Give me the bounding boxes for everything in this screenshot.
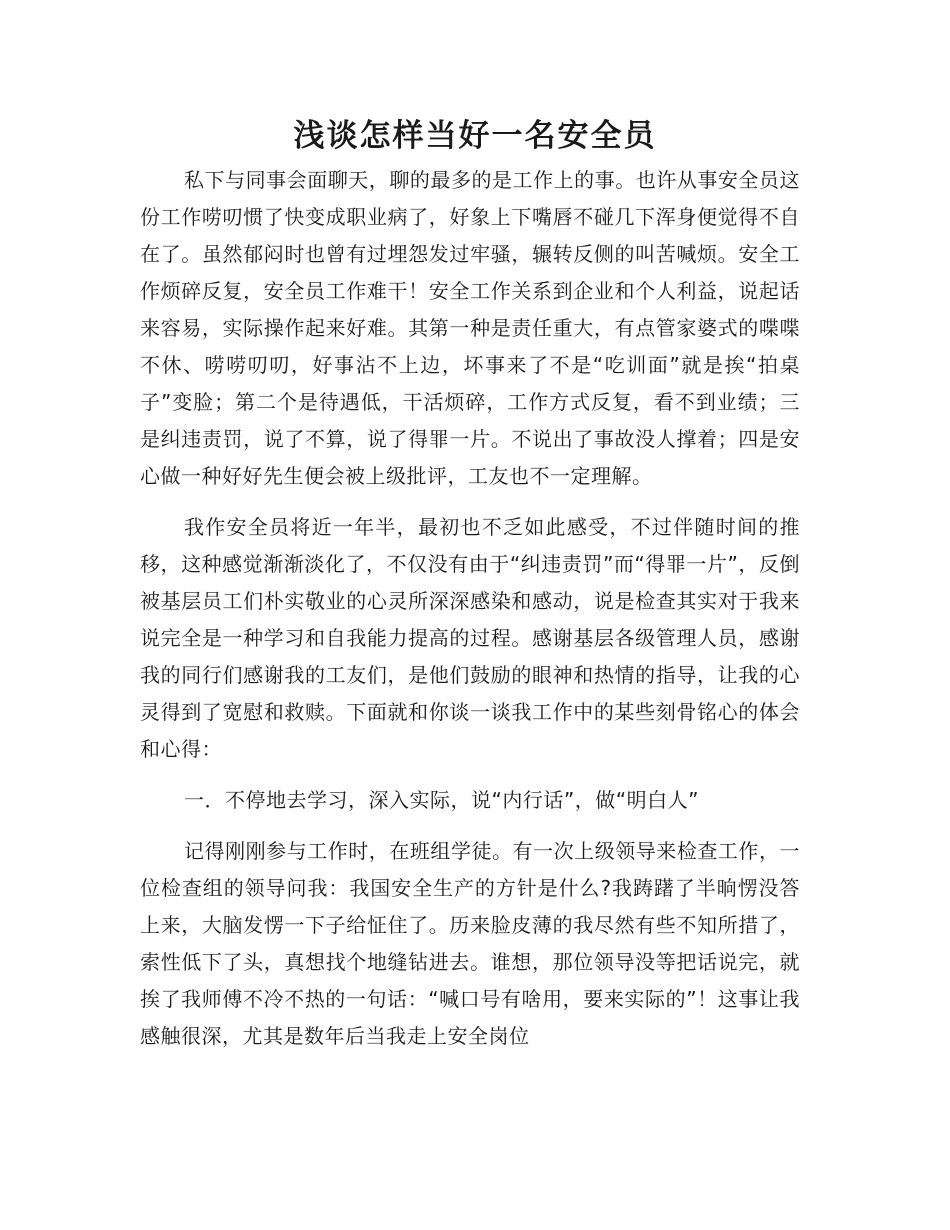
paragraph-1: 私下与同事会面聊天，聊的最多的是工作上的事。也许从事安全员这份工作唠叨惯了快变成职业病了，好象上下嘴唇不碰几下浑身便觉得不自在了。虽然郁闷时也曾有过埋怨发过牢骚，辗转反侧的叫苦喊烦。安全工作烦碎反复，安全员工作难干！安全工作关系到企业和个人利益，说起话来容易，实际操作起来好难。其第一种是责任重大，有点管家婆式的喋喋不休、唠唠叨叨，好事沾不上边，坏事来了不是“吃训面”就是挨“拍桌子”变脸；第二个是待遇低，干活烦碎，工作方式反复，看不到业绩；三是纠违责罚，说了不算，说了得罪一片。不说出了事故没人撑着；四是安心做一种好好先生便会被上级批评，工友也不一定理解。 xyxy=(140,168,800,488)
paragraph-2: 我作安全员将近一年半，最初也不乏如此感受，不过伴随时间的推移，这种感觉渐渐淡化了，不仅没有由于“纠违责罚”而“得罪一片”，反倒被基层员工们朴实敬业的心灵所深深感染和感动，说是检查其实对于我来说完全是一种学习和自我能力提高的过程。感谢基层各级管理人员，感谢我的同行们感谢我的工友们，是他们鼓励的眼神和热情的指导，让我的心灵得到了宽慰和救赎。下面就和你谈一谈我工作中的某些刻骨铭心的体会和心得： xyxy=(140,515,800,761)
document-body xyxy=(140,162,800,1069)
section-heading-1: 一．不停地去学习，深入实际，说“内行话”，做“明白人” xyxy=(184,788,699,812)
document-title: 浅谈怎样当好一名安全员 xyxy=(293,118,657,154)
paragraph-3: 记得刚刚参与工作时，在班组学徒。有一次上级领导来检查工作，一位检查组的领导问我：我国安全生产的方针是什么?我踌躇了半晌愣没答上来，大脑发愣一下子给怔住了。历来脸皮薄的我尽然有些不知所措了，索性低下了头，真想找个地缝钻进去。谁想，那位领导没等把话说完，就挨了我师傅不冷不热的一句话：“喊口号有啥用，要来实际的”！这事让我感触很深，尤其是数年后当我走上安全岗位 xyxy=(140,839,800,1048)
